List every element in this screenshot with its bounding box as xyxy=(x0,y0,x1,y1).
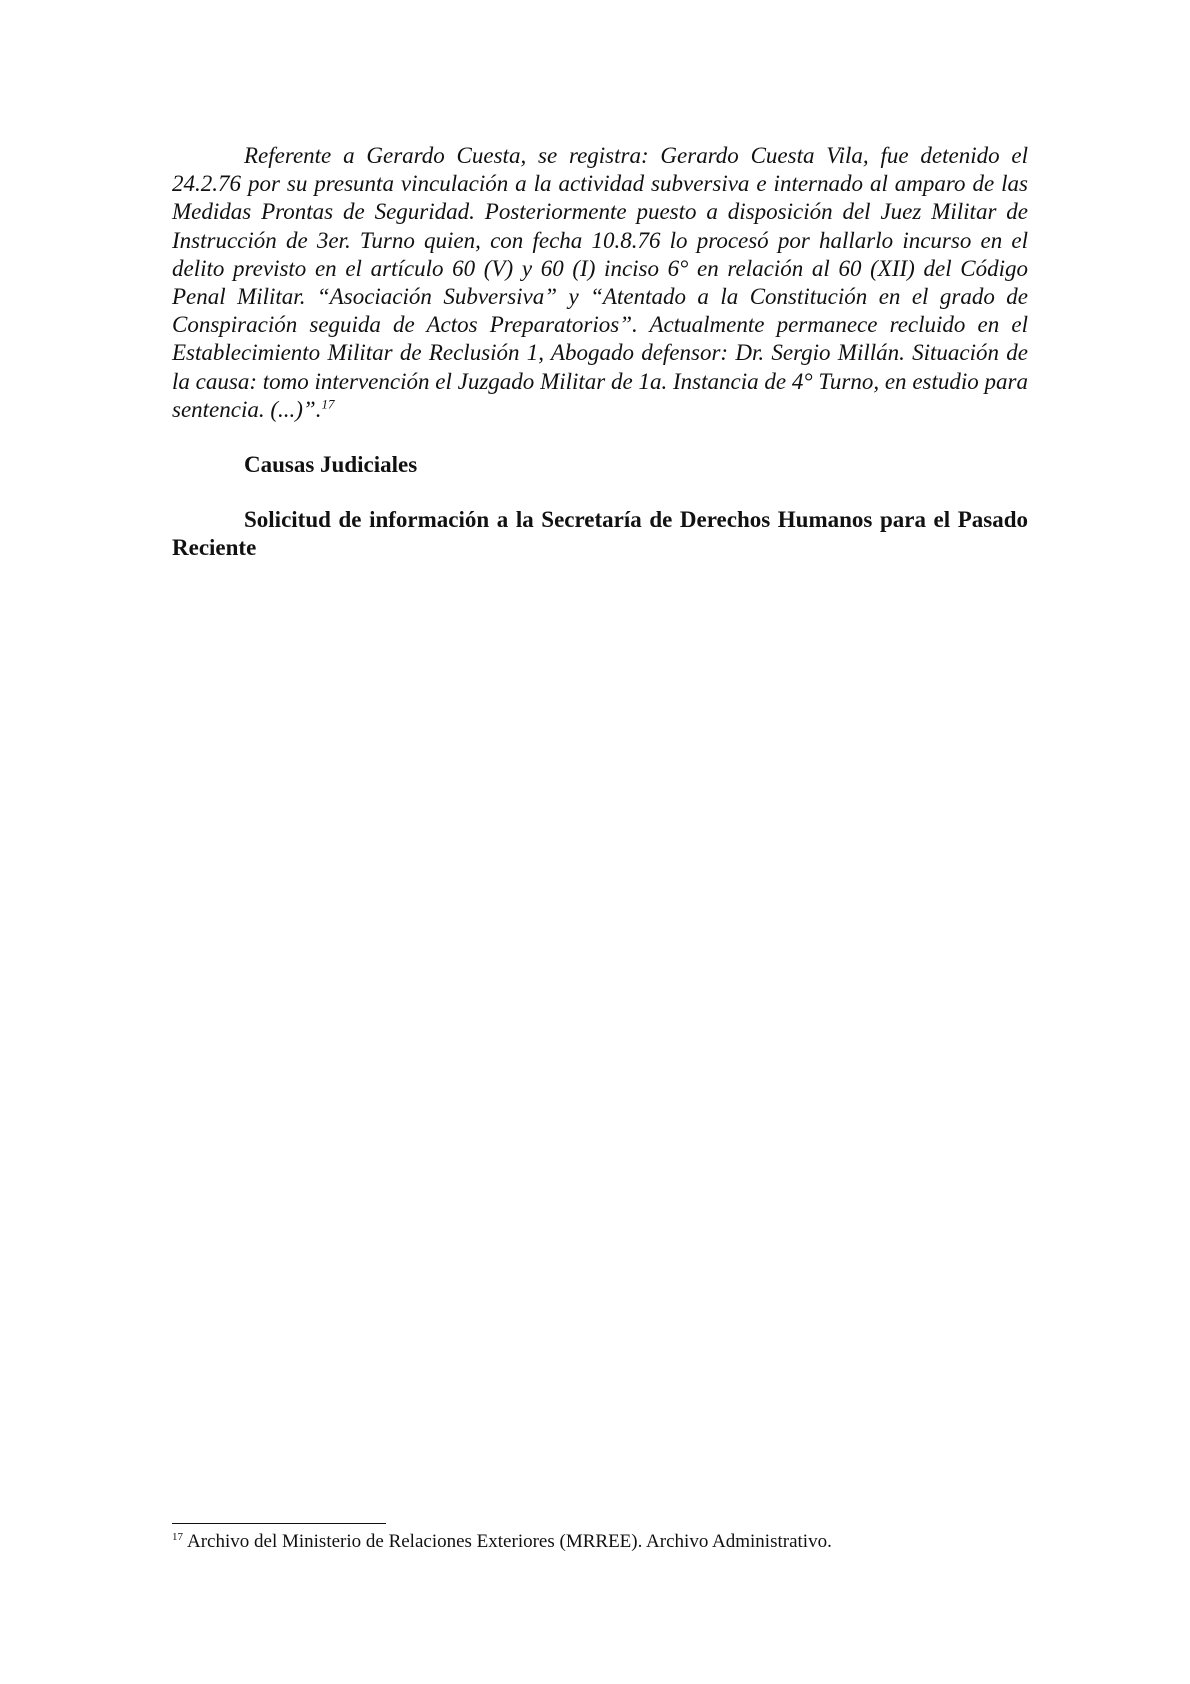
footnote-17 xyxy=(172,1530,1028,1554)
section-heading-causas-judiciales: Causas Judiciales xyxy=(244,452,418,478)
document-body xyxy=(172,142,1028,563)
footnote-area xyxy=(172,1523,1028,1554)
footnote-text: Archivo del Ministerio de Relaciones Exteriores (MRREE). Archivo Administrativo. xyxy=(187,1531,832,1552)
footnote-reference: 17 xyxy=(321,396,335,412)
footnote-separator xyxy=(172,1523,386,1524)
footnote-number: 17 xyxy=(172,1530,183,1543)
quoted-record-text: Referente a Gerardo Cuesta, se registra: Gerardo Cuesta Vila, fue detenido el 24.2.76 por su presunta vinculación a la actividad subversiva e internado al amparo de las Medidas Prontas de Seguridad. Posteriormente puesto a disposición del Juez Militar de Instrucción de 3er. Turno quien, con fecha 10.8.76 lo procesó por hallarlo incurso en el delito previsto en el artículo 60 (V) y 60 (I) inciso 6° en relación al 60 (XII) del Código Penal Militar. “Asociación Subversiva” y “Atentado a la Constitución en el grado de Conspiración seguida de Actos Preparatorios”. Actualmente permanece recluido en el Establecimiento Militar de Reclusión 1, Abogado defensor: Dr. Sergio Millán. Situación de la causa: tomo intervención el Juzgado Militar de 1a. Instancia de 4° Turno, en estudio para sentencia. (...)”. xyxy=(172,143,1028,422)
section-heading-solicitud-informacion: Solicitud de información a la Secretaría de Derechos Humanos para el Pasado Reciente xyxy=(172,507,1028,561)
quoted-record-paragraph xyxy=(172,142,1028,424)
